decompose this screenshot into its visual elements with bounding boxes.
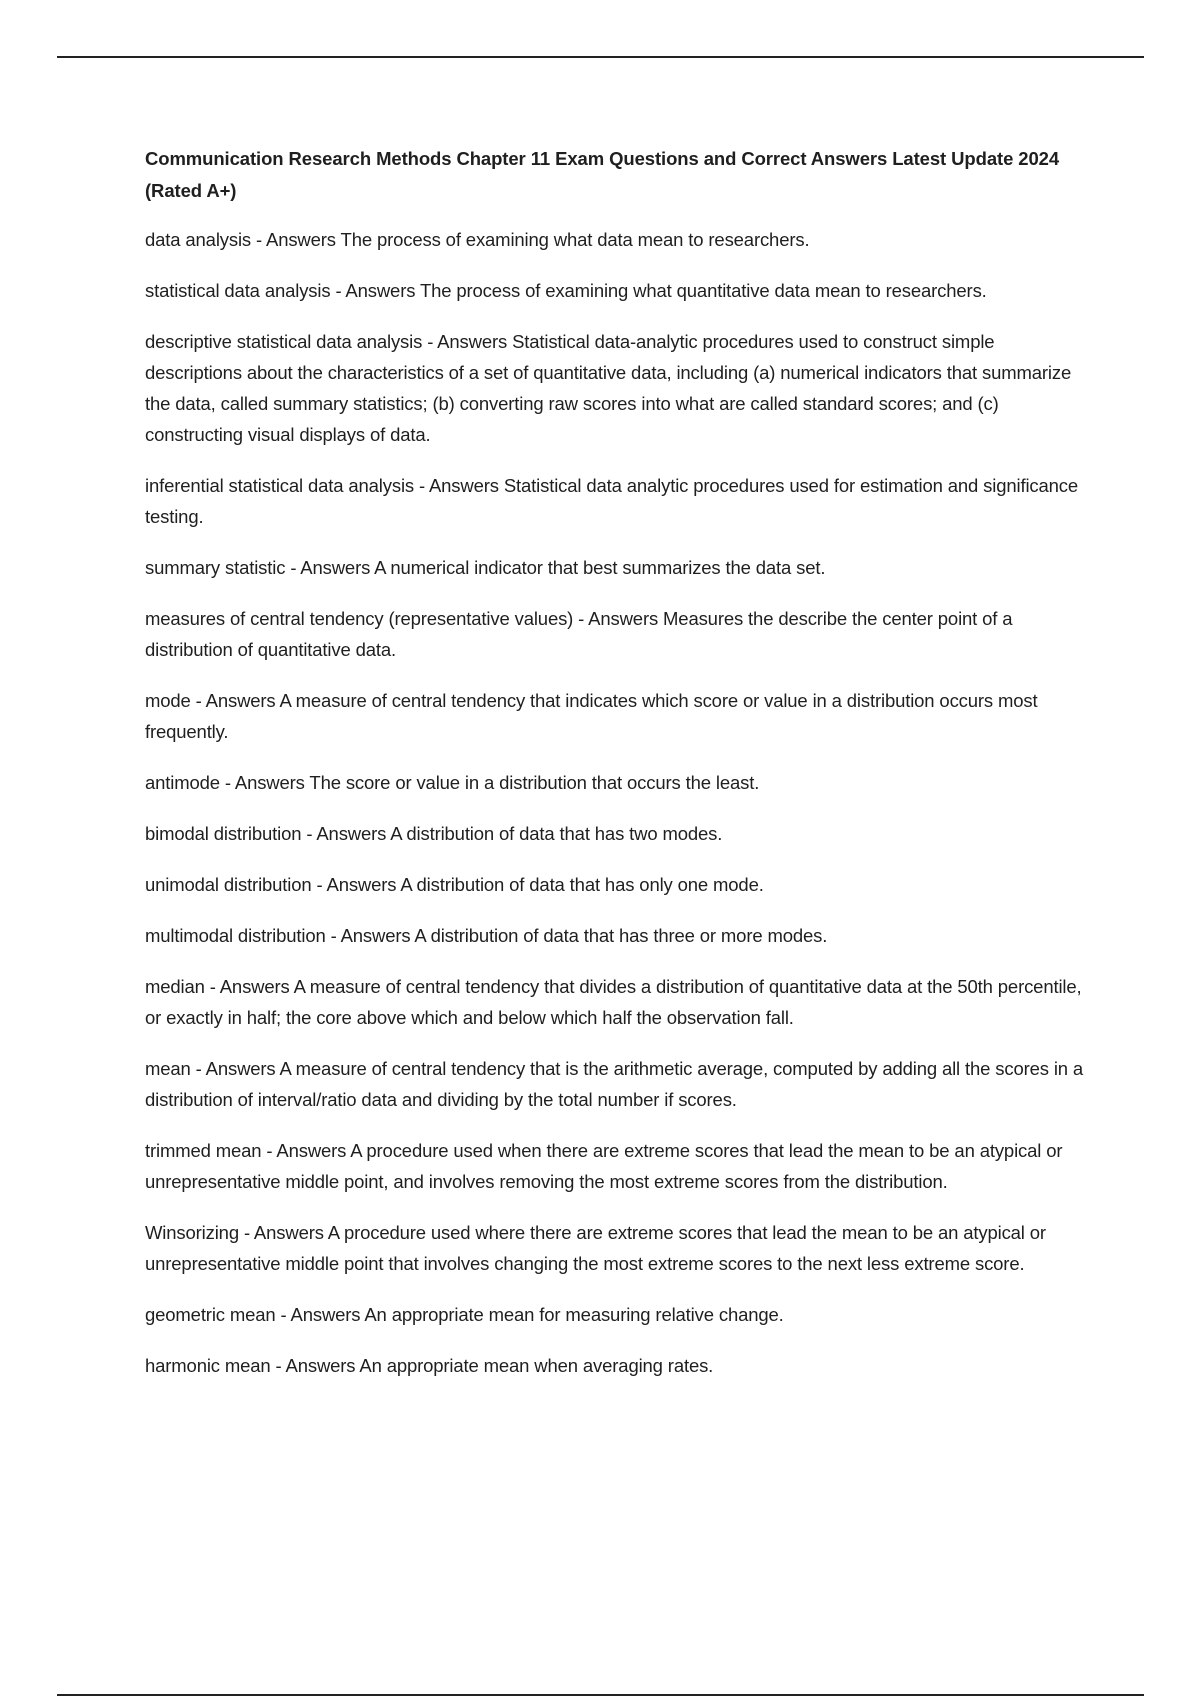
entry-mode: mode - Answers A measure of central tendency that indicates which score or value in a distribution occurs most frequently. xyxy=(145,690,1038,742)
entry-summary-statistic: summary statistic - Answers A numerical indicator that best summarizes the data set. xyxy=(145,557,826,578)
entry-measures-of-central-tendency: measures of central tendency (representative values) - Answers Measures the describe the center point of a distribution of quantitative data. xyxy=(145,608,1013,660)
entry-winsorizing: Winsorizing - Answers A procedure used where there are extreme scores that lead the mean to be an atypical or unrepresentative middle point that involves changing the most extreme scores to the next less extreme score. xyxy=(145,1222,1046,1274)
entry-descriptive-statistical-data-analysis: descriptive statistical data analysis - Answers Statistical data-analytic procedures used to construct simple descriptions about the characteristics of a set of quantitative data, including (a) numerical indicators that summarize the data, called summary statistics; (b) converting raw scores into what are called standard scores; and (c) constructing visual displays of data. xyxy=(145,331,1072,445)
entry-geometric-mean: geometric mean - Answers An appropriate mean for measuring relative change. xyxy=(145,1304,784,1325)
footer-rule xyxy=(57,1694,1144,1696)
entry-trimmed-mean: trimmed mean - Answers A procedure used when there are extreme scores that lead the mean to be an atypical or unrepresentative middle point, and involves removing the most extreme scores from the distribution. xyxy=(145,1140,1063,1192)
entry-bimodal-distribution: bimodal distribution - Answers A distribution of data that has two modes. xyxy=(145,823,723,844)
header-rule xyxy=(57,56,1144,58)
entry-statistical-data-analysis: statistical data analysis - Answers The process of examining what quantitative data mean to researchers. xyxy=(145,280,987,301)
entry-harmonic-mean: harmonic mean - Answers An appropriate mean when averaging rates. xyxy=(145,1355,714,1376)
entry-multimodal-distribution: multimodal distribution - Answers A distribution of data that has three or more modes. xyxy=(145,925,828,946)
entry-data-analysis: data analysis - Answers The process of examining what data mean to researchers. xyxy=(145,229,810,250)
document-body xyxy=(145,143,1085,1401)
entry-antimode: antimode - Answers The score or value in a distribution that occurs the least. xyxy=(145,772,760,793)
entry-median: median - Answers A measure of central tendency that divides a distribution of quantitative data at the 50th percentile, or exactly in half; the core above which and below which half the observation fall. xyxy=(145,976,1082,1028)
document-title: Communication Research Methods Chapter 11 Exam Questions and Correct Answers Latest Update 2024 (Rated A+) xyxy=(145,148,1060,201)
entry-mean: mean - Answers A measure of central tendency that is the arithmetic average, computed by adding all the scores in a distribution of interval/ratio data and dividing by the total number if scores. xyxy=(145,1058,1084,1110)
entry-unimodal-distribution: unimodal distribution - Answers A distribution of data that has only one mode. xyxy=(145,874,764,895)
entry-inferential-statistical-data-analysis: inferential statistical data analysis - Answers Statistical data analytic procedures used for estimation and significance testing. xyxy=(145,475,1079,527)
